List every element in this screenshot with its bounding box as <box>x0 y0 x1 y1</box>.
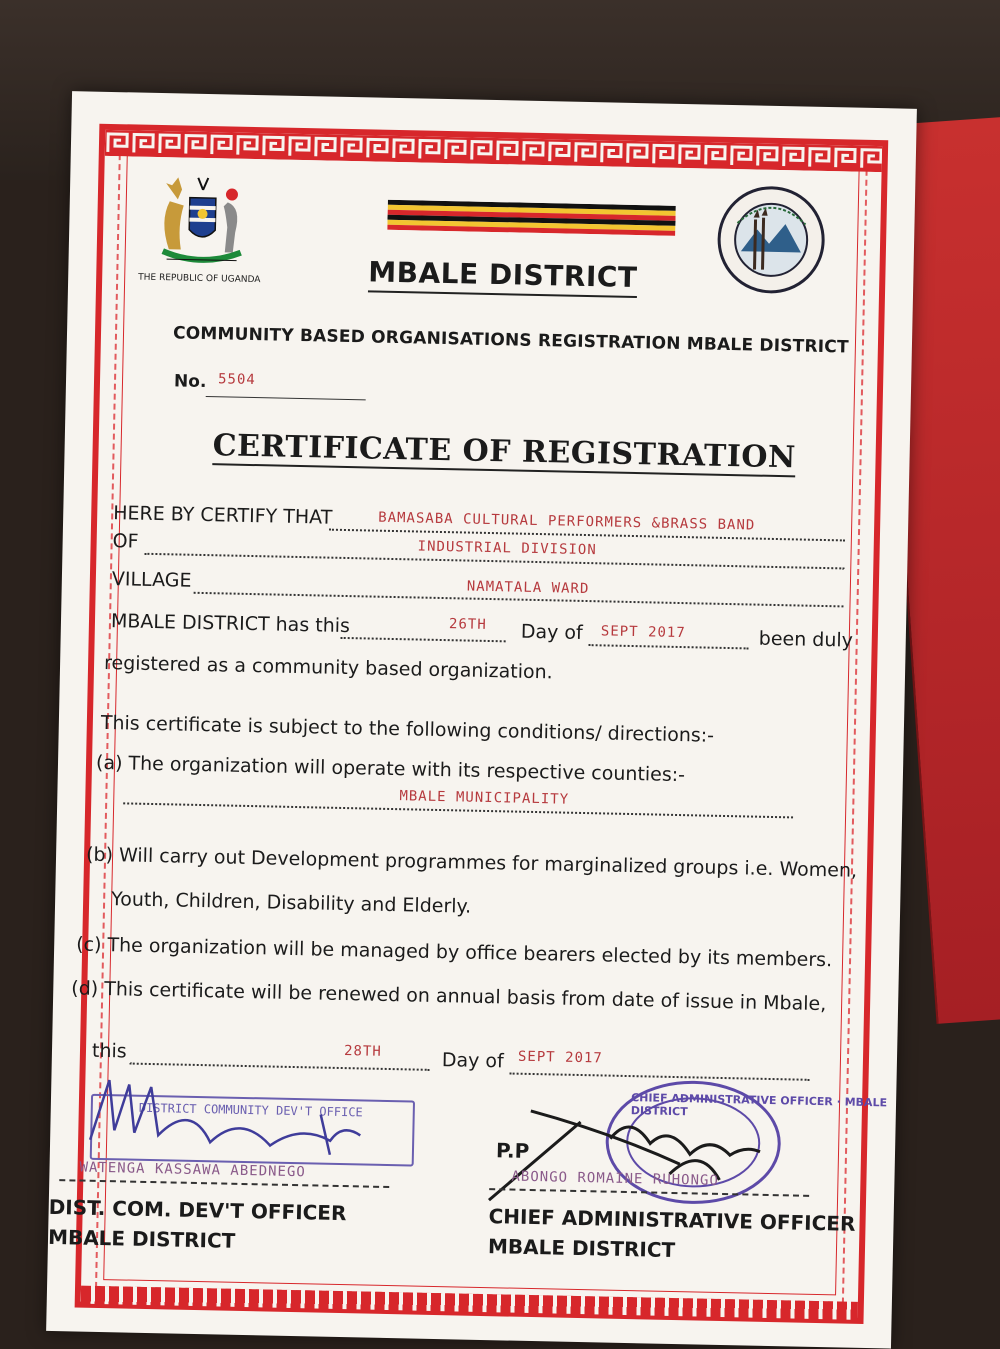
registration-day-value: 26TH <box>448 616 487 633</box>
duly-label: been duly <box>758 627 854 652</box>
conditions-intro: This certificate is subject to the following conditions/ directions:- <box>100 711 715 747</box>
issue-month-value: SEPT 2017 <box>517 1048 603 1067</box>
right-signer-name: ABONGO ROMAINE RUHONGO <box>511 1168 720 1189</box>
uganda-flag-stripes <box>387 200 676 236</box>
district-seal-emblem <box>714 183 828 297</box>
condition-a: (a) The organization will operate with its respective counties:- <box>95 751 686 787</box>
certificate-paper <box>46 91 917 1348</box>
condition-b-line2: Youth, Children, Disability and Elderly. <box>110 888 472 918</box>
certify-label: HERE BY CERTIFY THAT <box>113 502 333 529</box>
village-label: VILLAGE <box>111 568 192 592</box>
right-signature <box>469 1080 832 1218</box>
registration-date-label: MBALE DISTRICT has this <box>110 610 351 638</box>
of-label: OF <box>112 530 139 553</box>
condition-b-line1: (b) Will carry out Development programmes for marginalized groups i.e. Women, <box>85 843 858 882</box>
condition-c: (c) The organization will be managed by office bearers elected by its members. <box>75 933 833 972</box>
condition-d: (d) This certificate will be renewed on annual basis from date of issue in Mbale, <box>71 977 827 1016</box>
left-signer-name: WATENGA KASSAWA ABEDNEGO <box>79 1159 306 1181</box>
certificate-number-value: 5504 <box>217 371 256 389</box>
issue-this-label: this <box>91 1039 127 1063</box>
certificate-title: CERTIFICATE OF REGISTRATION <box>212 428 797 476</box>
counties-value: MBALE MUNICIPALITY <box>399 788 570 808</box>
village-value: NAMATALA WARD <box>466 578 590 598</box>
division-value: INDUSTRIAL DIVISION <box>417 538 597 559</box>
left-signer-district: MBALE DISTRICT <box>47 1224 236 1253</box>
issue-day-value: 28TH <box>343 1043 382 1060</box>
republic-label: THE REPUBLIC OF UGANDA <box>138 272 261 286</box>
registration-subtitle: COMMUNITY BASED ORGANISATIONS REGISTRATION MBALE DISTRICT <box>172 323 849 358</box>
pp-label: P.P <box>495 1138 530 1163</box>
chief-admin-stamp-text: CHIEF ADMINISTRATIVE OFFICER · MBALE DISTRICT <box>630 1091 888 1119</box>
registration-month-value: SEPT 2017 <box>600 623 686 642</box>
registered-text: registered as a community based organization. <box>103 651 553 684</box>
right-signer-district: MBALE DISTRICT <box>487 1234 676 1263</box>
coat-of-arms-emblem <box>146 171 258 278</box>
left-signer-title: DIST. COM. DEV'T OFFICER <box>48 1194 347 1226</box>
right-signer-title: CHIEF ADMINISTRATIVE OFFICER <box>488 1204 856 1236</box>
district-title: MBALE DISTRICT <box>368 255 638 298</box>
organization-name-value: BAMASABA CULTURAL PERFORMERS &BRASS BAND <box>378 509 756 534</box>
community-office-stamp-text: DISTRICT COMMUNITY DEV'T OFFICE <box>138 1100 363 1120</box>
issue-day-of-label: Day of <box>441 1049 504 1073</box>
certificate-number-label: No. <box>173 371 207 393</box>
day-of-label: Day of <box>520 620 583 644</box>
